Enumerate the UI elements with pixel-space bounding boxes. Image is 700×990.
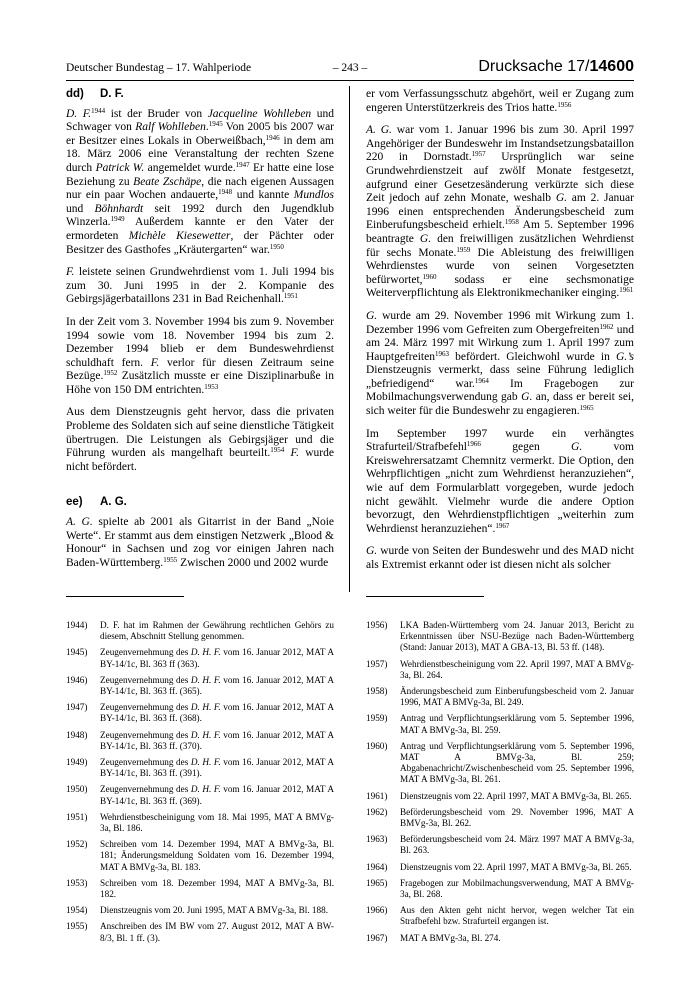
footnote-number: 1958) [366,686,388,697]
footnote-text: Anschreiben des IM BW vom 27. August 2012, MAT A BW-8/3, Bl. 1 ff. (3). [100,921,334,943]
paragraph: In der Zeit vom 3. November 1994 bis zum 9. November 1994 sowie vom 18. November 1994 bis zum 2. Dezember 1994 blieb er dem Bundeswehrdienst schuldhaft fern. F. verlor für diesen Zeitraum seine Bezüge.$^{1952}$ Zusätzlich musste er eine Disziplinarbuße in Höhe von 150 DM entrichten.$^{1953}$ [66,315,334,396]
footnote-number: 1945) [66,647,88,658]
column-divider [349,86,350,592]
section-title: A. G. [100,496,127,509]
footnote-number: 1948) [66,729,88,740]
footnote [66,620,334,642]
footnote-text: Dienstzeugnis vom 22. April 1997, MAT A BMVg-3a, Bl. 265. [400,790,632,801]
footnote [66,921,334,943]
page-header [66,60,634,78]
footnote-number: 1955) [66,921,88,932]
paragraph: G. wurde von Seiten der Bundeswehr und des MAD nicht als Extremist erkannt oder ist diesen nicht als solcher [366,545,634,571]
footnote-text: Zeugenvernehmung des D. H. F. vom 16. Januar 2012, MAT A BY-14/1c, Bl. 363 ff. (365). [100,674,334,697]
footnote-text: Fragebogen zur Mobilmachungsverwendung, MAT A BMVg-3a, Bl. 268. [400,877,634,900]
footnote-number: 1956) [366,620,388,630]
footnote-text: Aus den Akten geht nicht hervor, wegen welcher Tat ein Strafbefehl bzw. Strafurteil ergangen ist. [400,905,634,927]
paragraph: A. G. spielte ab 2001 als Gitarrist in der Band „Noie Werte“. Er stammt aus dem einstigen Netzwerk „Blood & Honour“ in Sachsen und zog vor einigen Jahren nach Baden-Württemberg.$^{1955}$ Zwischen 2000 und 2002 wurde [66,516,334,569]
right-column [366,88,634,582]
footnote-text: Zeugenvernehmung des D. H. F. vom 16. Januar 2012, MAT A BY-14/1c, Bl. 363 ff. (370). [100,729,334,751]
footnote [366,686,634,708]
footnote-text: Wehrdienstbescheinigung vom 18. Mai 1995, MAT A BMVg-3a, Bl. 186. [100,811,334,834]
section-heading-dd [66,88,334,102]
footnote [366,713,634,735]
footnote [366,834,634,856]
footnote [366,791,634,802]
paragraph: D. F.$^{1944}$ ist der Bruder von Jacqueline Wohlleben und Schwager von Ralf Wohlleben.$^{1945}$ Von 2005 bis 2007 war er Besitzer eines Lokals in Oberweißbach,$^{1946}$ in dem am 18. März 2006 eine Veranstaltung der rechten Szene durch Patrick W. angemeldet wurde.$^{1947}$ Er hatte eine lose Beziehung zu Beate Zschäpe, die nach eigenen Aussagen nur ein paar Wochen andauerte,$^{1948}$ und kannte Mundlos und Böhnhardt seit 1992 durch den Jugendklub Winzerla.$^{1949}$ Außerdem kannte er den Vater der ermordeten Michèle Kiesewetter, der Pächter oder Besitzer des Gasthofes „Kräutergarten“ war.$^{1950}$ [66,106,335,256]
footnote [366,933,634,944]
paragraph: G. wurde am 29. November 1996 mit Wirkung zum 1. Dezember 1996 vom Gefreiten zum Obergefreiten$^{1962}$ und am 24. März 1997 mit Wirkung zum 1. April 1997 zum Hauptgefreiten$^{1963}$ befördert. Gleichwohl wurde in G.’s Dienstzeugnis vermerkt, dass seine Führung lediglich „befriedigend“ war.$^{1964}$ Im Fragebogen zur Mobilmachungsverwendung gab G. an, dass er bereit sei, sich weiter für die Bundeswehr zu engagieren.$^{1965}$ [366,309,634,418]
footnote [66,757,334,779]
footnote-number: 1966) [366,905,388,916]
header-page-number: – 243 – [332,62,368,74]
footnote-text: Beförderungsbescheid vom 29. November 1996, MAT A BMVg-3a, Bl. 262. [400,806,634,829]
footnote [366,620,634,654]
footnote [366,905,634,927]
footnote-number: 1961) [366,790,388,801]
header-doc-prefix: Drucksache 17/ [478,58,590,75]
header-rule [66,80,634,81]
footnote-text: Zeugenvernehmung des D. H. F. vom 16. Januar 2012, MAT A BY-14/1c, Bl. 363 ff. (369). [100,784,334,806]
footnote-rule-left [66,596,184,597]
footnote-text: MAT A BMVg-3a, Bl. 274. [400,932,501,943]
footnote-text: Dienstzeugnis vom 22. April 1997, MAT A BMVg-3a, Bl. 265. [400,861,632,872]
footnote-number: 1951) [66,811,88,822]
footnotes-left [66,620,334,949]
footnote-number: 1960) [366,740,388,751]
footnote [66,812,334,834]
footnote [366,741,634,786]
footnote [66,730,334,752]
footnote [366,878,634,900]
footnote [366,862,634,873]
section-number: ee) [66,496,83,509]
footnote-number: 1944) [66,620,88,630]
footnote-text: Schreiben vom 18. Dezember 1994, MAT A BMVg-3a, Bl. 182. [100,877,334,900]
footnote [66,702,334,724]
footnote-number: 1962) [366,806,388,817]
footnote-text: Wehrdienstbescheinigung vom 22. April 1997, MAT A BMVg-3a, Bl. 264. [400,658,634,680]
footnote-text: Beförderungsbescheid vom 24. März 1997 MAT A BMVg-3a, Bl. 263. [400,834,634,856]
footnote-number: 1954) [66,905,88,916]
footnote-number: 1965) [366,877,388,888]
left-column [66,88,334,579]
footnote [66,878,334,900]
footnote-number: 1959) [366,713,388,724]
footnote-text: Zeugenvernehmung des D. H. F. vom 16. Januar 2012, MAT A BY-14/1c, Bl. 363 ff (363). [100,647,334,669]
section-heading-ee [66,496,334,510]
footnote-number: 1952) [66,839,88,850]
footnote [66,675,334,697]
paragraph: A. G. war vom 1. Januar 1996 bis zum 30. April 1997 Angehöriger der Bundeswehr im Instandsetzungsbataillon 220 in Dornstadt.$^{1957}$ Ursprünglich war seine Grundwehrdienstzeit auf zwölf Monate festgesetzt, aufgrund einer Gesetzesänderung verkürzte sich diese Zeit jedoch auf zehn Monate, weshalb G. am 2. Januar 1996 einen entsprechenden Änderungsbescheid zum Einberufungsbescheid erhielt.$^{1958}$ Am 5. September 1996 beantragte G. den freiwilligen zusätzlichen Wehrdienst für sechs Monate.$^{1959}$ Die Ableistung des freiwilligen Wehrdienstes wurde von seinen Vorgesetzten befürwortet,$^{1960}$ sodass er eine sechsmonatige Weiterverpflichtung als Elektronikmechaniker einging.$^{1961}$ [366,124,635,300]
section-title: D. F. [100,88,124,100]
footnote-text: LKA Baden-Württemberg vom 24. Januar 2013, Bericht zu Erkenntnissen über NSU-Bezüge nach Baden-Württemberg (Stand: Januar 2013), MAT A GBA-13, Bl. 53 ff. (148). [400,620,634,653]
footnote-text: Dienstzeugnis vom 20. Juni 1995, MAT A BMVg-3a, Bl. 188. [100,905,328,916]
footnote-number: 1957) [366,658,388,669]
footnote-text: Antrag und Verpflichtungserklärung vom 5. September 1996, MAT A BMVg-3a, Bl. 259. [400,713,634,735]
footnote-text: Änderungsbescheid zum Einberufungsbescheid vom 2. Januar 1996, MAT A BMVg-3a, Bl. 249. [400,686,634,708]
footnote-number: 1963) [366,834,388,845]
footnote-text: Schreiben vom 14. Dezember 1994, MAT A BMVg-3a, Bl. 181; Änderungsmeldung Soldaten vom 16. Dezember 1994, MAT A BMVg-3a, Bl. 183. [100,839,334,872]
header-document-number [478,58,634,76]
footnote-rule-right [366,596,484,597]
footnote-text: Antrag und Verpflichtungserklärung vom 5. September 1996, MAT A BMVg-3a, Bl. 259; Abgabenachricht/Zwischenbescheid vom 25. September 1996, MAT A BMVg-3a, Bl. 261. [400,740,634,785]
footnote-number: 1949) [66,757,88,768]
header-publication: Deutscher Bundestag – 17. Wahlperiode [66,62,252,74]
footnote [66,839,334,873]
footnote-number: 1953) [66,877,88,888]
footnote-number: 1946) [66,674,88,685]
footnote-text: D. F. hat im Rahmen der Gewährung rechtlichen Gehörs zu diesem, Abschnitt Stellung genommen. [100,620,334,642]
footnote-number: 1950) [66,784,88,795]
footnote-number: 1947) [66,702,88,713]
paragraph: Aus dem Dienstzeugnis geht hervor, dass die privaten Probleme des Soldaten sich auf seine dienstliche Tätigkeit übertrugen. Die Leistungen als Gebirgsjäger und die Führung wurden als mangelhaft beurteilt.$^{1954}$ F. wurde nicht befördert. [66,406,334,473]
footnote [66,784,334,806]
footnote [366,807,634,829]
footnote [66,905,334,916]
footnote-text: Zeugenvernehmung des D. H. F. vom 16. Januar 2012, MAT A BY-14/1c, Bl. 363 ff. (391). [100,757,334,779]
paragraph: er vom Verfassungsschutz abgehört, weil er Zugang zum engeren Unterstützerkreis des Trios hatte.$^{1956}$ [366,88,634,114]
paragraph: F. leistete seinen Grundwehrdienst vom 1. Juli 1994 bis zum 30. Juni 1995 in der 2. Kompanie des Gebirgsjägerbataillons 231 in Bad Reichenhall.$^{1951}$ [66,266,334,306]
header-doc-number: 14600 [589,58,634,75]
footnote-number: 1967) [366,932,388,943]
section-number: dd) [66,88,84,100]
footnote [366,659,634,681]
footnote-number: 1964) [366,861,388,872]
footnotes-right [366,620,634,949]
footnote-text: Zeugenvernehmung des D. H. F. vom 16. Januar 2012, MAT A BY-14/1c, Bl. 363 ff. (368). [100,702,334,724]
paragraph: Im September 1997 wurde ein verhängtes Strafurteil/Strafbefehl$^{1966}$ gegen G. vom Kreiswehrersatzamt Chemnitz vermerkt. Die Option, den Wehrpflichtigen „nicht zum Wehrdienst heranzuziehen“, wie auf dem Formularblatt vorgegeben, wurde jedoch nicht gewählt. Vielmehr wurde die andere Option bevorzugt, den Wehrdienstpflichtigen „weiterhin zum Wehrdienst heranzuziehen“.$^{1967}$ [366,427,634,535]
footnote [66,647,334,669]
